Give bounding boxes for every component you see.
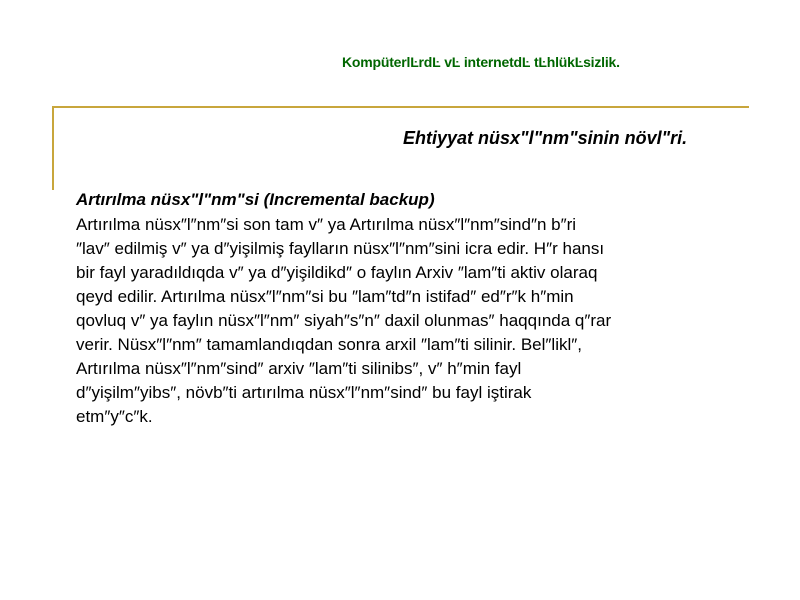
- body-line: etm″y″c″k.: [76, 407, 153, 426]
- decorative-horizontal-rule: [52, 106, 749, 108]
- body-line: ″lav″ edilmiş v″ ya d″yişilmiş faylların nüsx″l″nm″sini icra edir. H″r hansı: [76, 239, 605, 258]
- decorative-vertical-rule: [52, 106, 54, 190]
- slide-subtitle: Ehtiyyat nüsx"l"nm"sinin növl"ri.: [403, 128, 688, 148]
- body-line: d″yişilm″yibs″, növb″ti artırılma nüsx″l″nm″sind″ bu fayl iştirak: [76, 383, 532, 402]
- body-line: qovluq v″ ya faylın nüsx″l″nm″ siyah″s″n″ daxil olunmas″ haqqında q″rar: [76, 311, 612, 330]
- body-paragraph: [76, 213, 766, 429]
- body-line: bir fayl yaradıldıqda v″ ya d″yişildikd″ o faylın Arxiv ″lam″ti aktiv olaraq: [76, 263, 598, 282]
- slide-header-title: KompüterlĿrdĿ vĿ internetdĿ tĿhlükĿsizlik.: [342, 54, 620, 70]
- body-line: verir. Nüsx″l″nm″ tamamlandıqdan sonra arxil ″lam″ti silinir. Bel″likl″,: [76, 335, 583, 354]
- body-line: qeyd edilir. Artırılma nüsx″l″nm″si bu ″lam″td″n istifad″ ed″r″k h″min: [76, 287, 574, 306]
- section-heading: Artırılma nüsx"l"nm"si (Incremental backup): [76, 190, 435, 209]
- body-line: Artırılma nüsx″l″nm″si son tam v″ ya Artırılma nüsx″l″nm″sind″n b″ri: [76, 215, 577, 234]
- body-line: Artırılma nüsx″l″nm″sind″ arxiv ″lam″ti silinibs″, v″ h″min fayl: [76, 359, 522, 378]
